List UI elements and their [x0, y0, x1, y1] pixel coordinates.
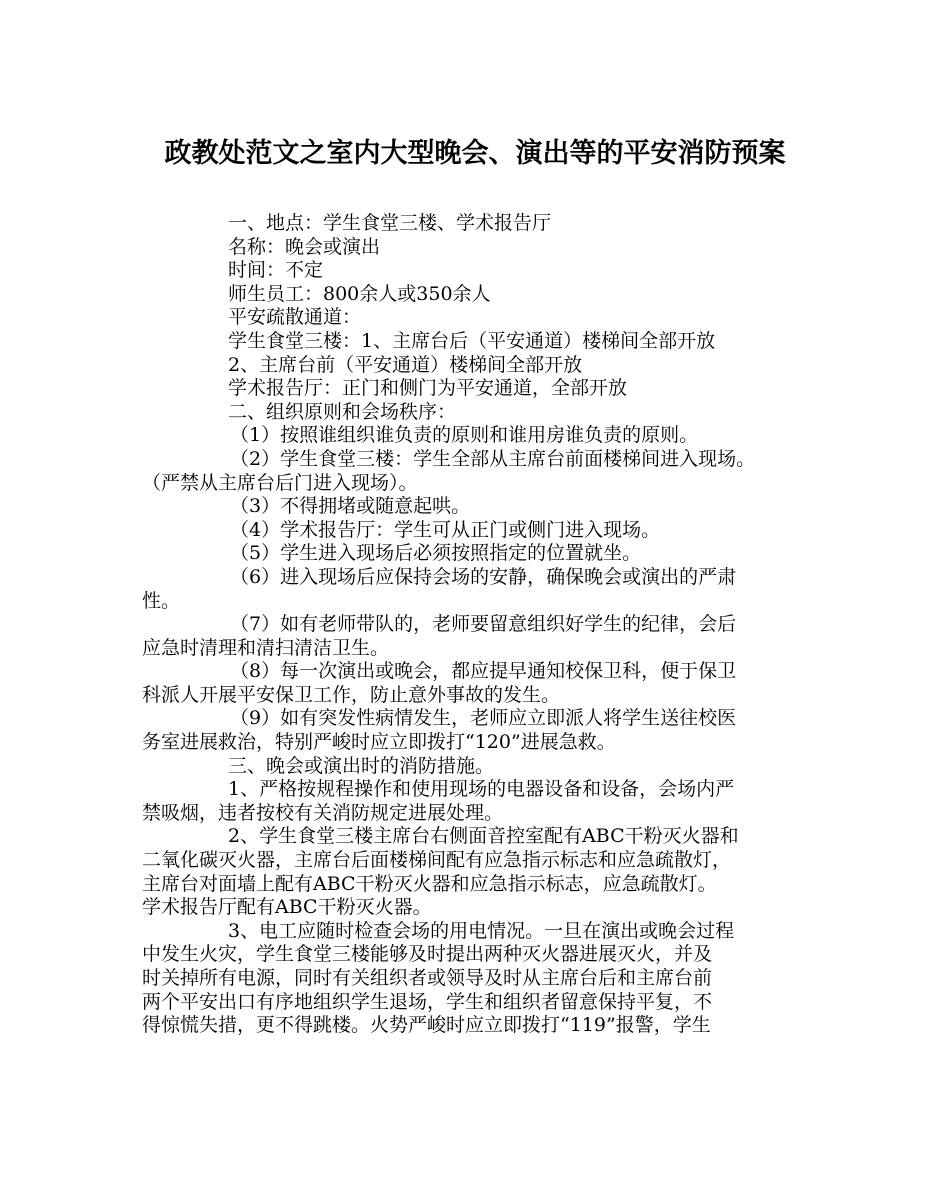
- text-line: 禁吸烟，违者按校有关消防规定进展处理。: [142, 801, 504, 824]
- text-line: 3、电工应随时检查会场的用电情况。一旦在演出或晚会过程: [228, 919, 735, 942]
- text-line: 学术报告厅配有ABC干粉灭火器。: [142, 896, 432, 919]
- text-line: （5）学生进入现场后必须按照指定的位置就坐。: [230, 542, 642, 565]
- text-line: 务室进展救治，特别严峻时应立即拨打“120”进展急救。: [142, 731, 616, 754]
- text-line: 中发生火灾，学生食堂三楼能够及时提出两种灭火器进展灭火，并及: [142, 943, 713, 966]
- text-line: 三、晚会或演出时的消防措施。: [228, 754, 495, 777]
- document-title: 政教处范文之室内大型晚会、演出等的平安消防预案: [164, 138, 786, 169]
- text-line: 主席台对面墙上配有ABC干粉灭火器和应急指示标志，应急疏散灯。: [142, 872, 717, 895]
- text-line: 二氧化碳灭火器，主席台后面楼梯间配有应急指示标志和应急疏散灯，: [142, 849, 732, 872]
- text-line: （严禁从主席台后门进入现场）。: [142, 471, 418, 494]
- text-line: （6）进入现场后应保持会场的安静，确保晚会或演出的严肃: [230, 565, 737, 588]
- text-line: 1、严格按规程操作和使用现场的电器设备和设备，会场内严: [228, 778, 735, 801]
- text-line: 2、学生食堂三楼主席台右侧面音控室配有ABC干粉灭火器和: [228, 825, 739, 848]
- text-line: 科派人开展平安保卫工作，防止意外事故的发生。: [142, 683, 561, 706]
- text-line: （3）不得拥堵或随意起哄。: [230, 495, 471, 518]
- text-line: 得惊慌失措，更不得跳楼。火势严峻时应立即拨打“119”报警，学生: [142, 1014, 711, 1037]
- text-line: （8）每一次演出或晚会，都应提早通知校保卫科，便于保卫: [230, 660, 737, 683]
- text-line: 2、主席台前（平安通道）楼梯间全部开放: [228, 353, 583, 376]
- text-line: 师生员工：800余人或350余人: [228, 282, 491, 305]
- text-line: 二、组织原则和会场秩序：: [228, 400, 457, 423]
- text-line: 时关掉所有电源，同时有关组织者或领导及时从主席台后和主席台前: [142, 967, 713, 989]
- text-line: 性。: [142, 589, 181, 612]
- text-line: （1）按照谁组织谁负责的原则和谁用房谁负责的原则。: [230, 424, 699, 447]
- text-line: （9）如有突发性病情发生，老师应立即派人将学生送往校医: [230, 707, 737, 730]
- text-line: 学生食堂三楼：1、主席台后（平安通道）楼梯间全部开放: [228, 329, 716, 352]
- text-line: 时间：不定: [228, 259, 324, 282]
- document-body: [142, 212, 810, 1038]
- text-line: 学术报告厅：正门和侧门为平安通道，全部开放: [228, 377, 628, 400]
- text-line: 名称：晚会或演出: [228, 235, 381, 258]
- text-line: （4）学术报告厅：学生可从正门或侧门进入现场。: [230, 518, 661, 541]
- text-line: 平安疏散通道：: [228, 306, 362, 329]
- text-line: 一、地点：学生食堂三楼、学术报告厅: [228, 212, 552, 234]
- text-line: 两个平安出口有序地组织学生退场，学生和组织者留意保持平复，不: [142, 990, 713, 1013]
- text-line: （7）如有老师带队的，老师要留意组织好学生的纪律，会后: [230, 613, 737, 636]
- text-line: 应急时清理和清扫清洁卫生。: [142, 636, 390, 659]
- text-line: （2）学生食堂三楼：学生全部从主席台前面楼梯间进入现场。: [230, 447, 756, 470]
